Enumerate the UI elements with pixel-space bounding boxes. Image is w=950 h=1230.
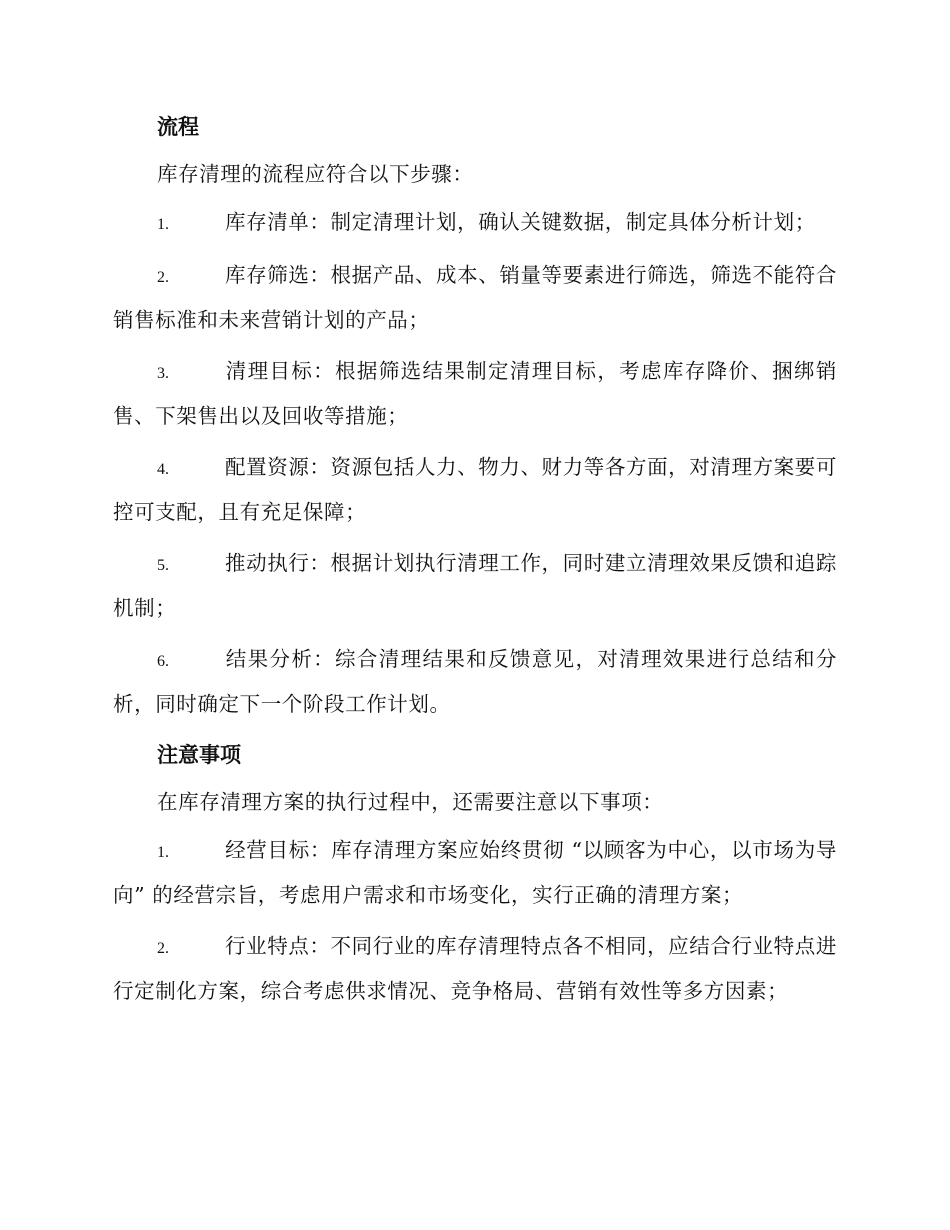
- list-item: [113, 638, 837, 726]
- list-item-text: 配置资源：资源包括人力、物力、财力等各方面，对清理方案要可控可支配，且有充足保障；: [113, 455, 837, 524]
- section-intro-notes: 在库存清理方案的执行过程中，还需要注意以下事项：: [157, 790, 664, 814]
- list-item-text: 经营目标：库存清理方案应始终贯彻 “以顾客为中心，以市场为导向” 的经营宗旨，考虑用户需求和市场变化，实行正确的清理方案；: [113, 838, 837, 907]
- list-item-number: 5.: [157, 557, 169, 574]
- list-item-text: 清理目标：根据筛选结果制定清理目标，考虑库存降价、捆绑销售、下架售出以及回收等措施；: [113, 359, 837, 428]
- section-heading-notes: 注意事项: [157, 743, 241, 767]
- list-item-number: 3.: [157, 365, 169, 382]
- document-page: [113, 108, 837, 1013]
- list-item: [113, 925, 837, 1013]
- list-item-number: 2.: [157, 269, 169, 286]
- list-item-number: 6.: [157, 653, 169, 670]
- list-item-text: 行业特点：不同行业的库存清理特点各不相同，应结合行业特点进行定制化方案，综合考虑供求情况、竞争格局、营销有效性等多方因素；: [113, 934, 837, 1003]
- section-spacer: [113, 726, 837, 736]
- list-item-text: 库存筛选：根据产品、成本、销量等要素进行筛选，筛选不能符合销售标准和未来营销计划的产品；: [113, 263, 837, 332]
- list-item: [113, 201, 837, 246]
- list-item: [113, 254, 837, 342]
- list-item-text: 库存清单：制定清理计划，确认关键数据，制定具体分析计划；: [225, 210, 816, 234]
- list-item: [113, 446, 837, 534]
- list-item: [113, 829, 837, 917]
- list-item-number: 2.: [157, 940, 169, 957]
- list-item: [113, 542, 837, 630]
- section-heading-process: 流程: [157, 115, 199, 139]
- list-item-number: 4.: [157, 461, 169, 478]
- list-item-number: 1.: [157, 216, 169, 233]
- section-intro-process: 库存清理的流程应符合以下步骤：: [157, 162, 474, 186]
- list-item-number: 1.: [157, 844, 169, 861]
- list-item-text: 结果分析：综合清理结果和反馈意见，对清理效果进行总结和分析，同时确定下一个阶段工作计划。: [113, 647, 837, 716]
- list-item-text: 推动执行：根据计划执行清理工作，同时建立清理效果反馈和追踪机制；: [113, 551, 837, 620]
- list-item: [113, 350, 837, 438]
